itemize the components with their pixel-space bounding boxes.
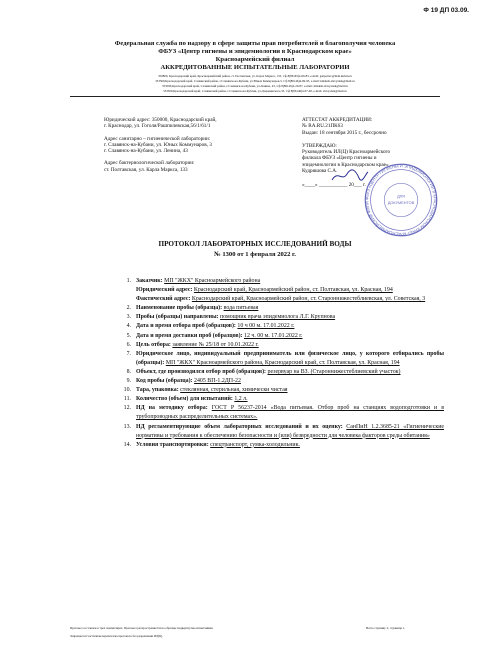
list-item: 14. Условия транспортировки: спецтранспорт, сумка-холодильник. <box>123 441 300 448</box>
list-item: 8. Объект, где производился отбор проб (образцов): резервуар на ВЗ. (Староннижестеблиевский участок) <box>126 368 401 375</box>
organization-title: ФБУЗ «Центр гигиены и эпидемиологии в Краснодарском крае» <box>158 48 352 55</box>
list-item: 13. НД регламентирующие объем лабораторных исследований и их оценку: СанПиН 1.2.3685-21 «Гигиенические нормативы и требования к обеспечению безопасности и (или) безвредности для человека факторов среды обитания» <box>123 423 444 439</box>
address-line-4: 353500,Краснодарский край, Славянский район, г.Славянск-на-Кубани, ул.Дзержинского,33, т/ф 8(86146)4-07-48, e-mail: slavyansk@mail.ru <box>163 89 347 93</box>
footer-note-1: Протокол составлен в трех экземплярах. Протокол распространяется на образцы подвергнутые испытаниям. <box>70 626 214 630</box>
form-number: Ф 19 ДП 03.09. <box>423 7 469 14</box>
list-item: 5. Дата и время доставки проб (образцов): 12 ч. 00 м. 17.01.2022 г. <box>126 332 303 339</box>
customer-actual-address: Фактический адрес: Краснодарский край, Красноармейский район, ст. Староннижестеблиевская, ул. Советская, 3 <box>136 296 426 303</box>
svg-text:ДЛЯ: ДЛЯ <box>397 194 405 199</box>
list-item: 3. Пробы (образцы) направлены: помощник врача эпидемиолога Л.Г. Крупнова <box>126 314 336 321</box>
page-count: Всего страниц: 2; страница 1. <box>366 626 405 630</box>
approval-block: УТВЕРЖДАЮ: Руководитель ИЛ(Ц) Красноармейского филиала ФБУЗ «Центр гигиены и эпидемиологии в Краснодарском крае» Кудряшова С.А. <box>302 142 391 175</box>
accreditation-certificate: АТТЕСТАТ АККРЕДИТАЦИИ: № RA.RU.21ПК63 Выдан: 18 сентября 2015 г., бессрочно <box>302 117 387 136</box>
protocol-items <box>108 277 444 450</box>
list-item: 4. Дата и время отбора проб (образцов): 10 ч 00 м. 17.01.2022 г. <box>126 323 295 330</box>
list-item: 12. НД на методику отбора: ГОСТ Р 56237-2014 «Вода питьевая. Отбор проб на станциях водоподготовки и в трубопроводных распределительных системах». <box>123 405 444 421</box>
lab-addresses <box>104 117 279 173</box>
sanitary-lab-address: Адрес санитарно – гигиенической лаборатории: г. Славянск-на-Кубани, ул. Юных Коммунаров, 3 г. Славянск-на-Кубани, ул. Ленина, 43 <box>104 135 212 155</box>
svg-text:ДОКУМЕНТОВ: ДОКУМЕНТОВ <box>387 200 415 205</box>
list-item: 9. Код пробы (образца): 2405 ВП-1.2ДП-22 <box>126 378 241 385</box>
list-item: 1. Заказчик: МП "ЖКХ" Красноармейского района <box>126 278 261 284</box>
customer-legal-address: Юридический адрес: Краснодарский край, Красноармейский район, ст. Полтавская, ул. Красная, 194 <box>136 287 393 294</box>
seal-stamp <box>363 162 439 238</box>
list-item: 6. Цель отбора: заявление № 25/18 от 10.01.2022 г. <box>126 341 259 348</box>
address-line-3: 353560,Краснодарский край, Славянский район, г.Славянск-на-Кубани, ул.Ленина, 43, т/ф 8(86146)2-29-87, e-mail: kmsksh-slavyansk@mail.ru <box>162 84 348 88</box>
approval-date-line: «____» ___________ 20___ г. <box>302 182 366 189</box>
legal-address: Юридический адрес: 350000, Краснодарский край, г. Краснодар, ул. Гоголя/Рашпилевская,56/1/61/1 <box>104 117 217 130</box>
list-item: 11. Количество (объем) для испытаний: 1,2 л. <box>123 396 248 403</box>
footer-note-2: Запрещается частичная перепечатка протокола без разрешения ИЛ(Ц) <box>70 634 163 638</box>
laboratories-title: АККРЕДИТОВАННЫЕ ИСПЫТАТЕЛЬНЫЕ ЛАБОРАТОРИИ <box>160 64 350 71</box>
svg-text:ФБУЗ «ЦЕНТР ГИГИЕНЫ И ЭПИДЕМИО: ФБУЗ «ЦЕНТР ГИГИЕНЫ И ЭПИДЕМИОЛОГИИ В КРАСНОДАРСКОМ КРАЕ» КРАСНОАРМЕЙСКИЙ ФИЛИ <box>364 163 438 237</box>
branch-title: Красноармейский филиал <box>215 56 295 63</box>
protocol-title: ПРОТОКОЛ ЛАБОРАТОРНЫХ ИССЛЕДОВАНИЙ ВОДЫ <box>158 240 352 248</box>
signature <box>330 168 370 184</box>
bacteriological-lab-address: Адрес бактериологической лаборатории: ст. Полтавская, ул. Карла Маркса, 133 <box>104 160 195 173</box>
address-line-2: 353560,Краснодарский край, Славянский район, г.Славянск-на-Кубани, ул.Юных Коммунаров,3, т/ф 8(86146)4-09-95, e-mail: kmsksh-slavyansk@mail.ru <box>155 79 355 83</box>
list-item: 7. Юридическое лицо, индивидуальный предприниматель или физическое лицо, у которого отбирались пробы (образцы): МП "ЖКХ" Красноармейского района, Краснодарский край, ст. Полтавская, ул. Красная, 194 <box>126 350 444 366</box>
agency-title: Федеральная служба по надзору в сфере защиты прав потребителей и благополучия человека <box>114 40 396 47</box>
header-divider <box>70 96 440 97</box>
list-item: 2. Наименование пробы (образца): вода питьевая <box>126 305 259 312</box>
protocol-number: № 1300 от 1 февраля 2022 г. <box>214 251 296 258</box>
list-item: 10. Тара, упаковка: стеклянная, стерильная, химически чистая <box>123 387 288 394</box>
address-line-1: 350800, Краснодарский край, Красноармейский район, ст. Полтавская, ул. Карла Маркса, 133, т/ф 8(86165)4-09-83, e-mail: gsnpoltav@mail.kuban.ru <box>158 74 352 78</box>
